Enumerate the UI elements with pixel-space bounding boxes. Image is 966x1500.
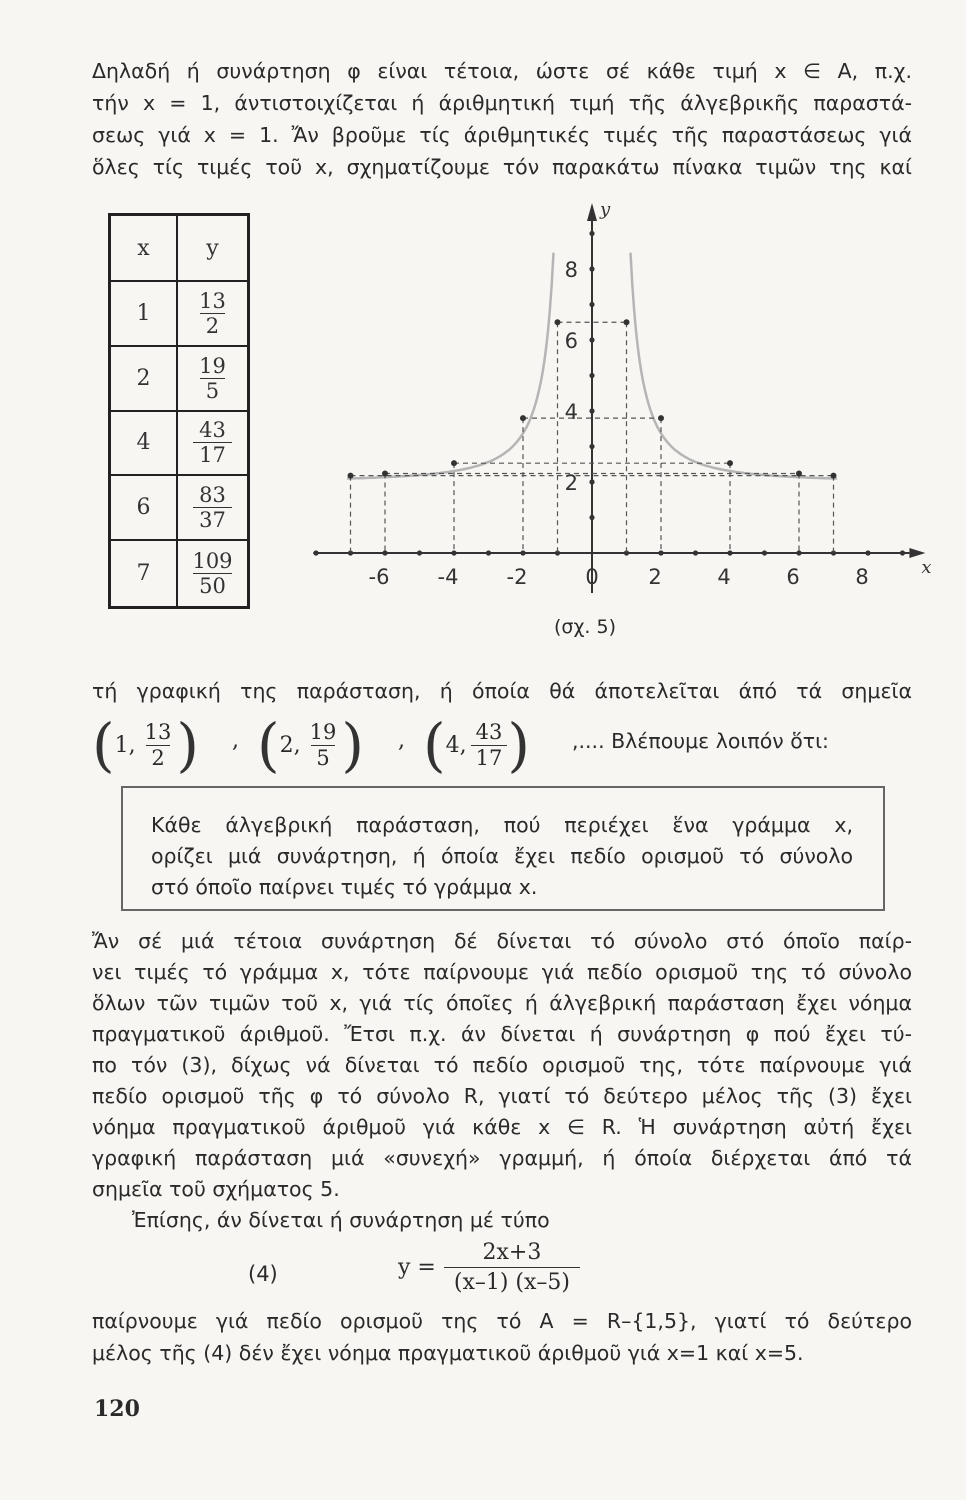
- body-line: Ἄν σέ μιά τέτοια συνάρτηση δέ δίνεται τό σύνολο στό όποῖο παίρ-: [92, 929, 912, 953]
- intro-line: ὅλες τίς τιμές τοῦ x, σχηματίζουμε τόν παρακάτω πίνακα τιμῶν της καί: [92, 155, 912, 179]
- y-tick-dot: [589, 373, 594, 378]
- fraction-denominator: 5: [200, 378, 225, 403]
- x-tick-label: -6: [368, 565, 390, 589]
- table-cell-x: 6: [111, 476, 178, 541]
- fraction-numerator: 19: [309, 720, 337, 745]
- formula-label: (4): [248, 1262, 278, 1286]
- point-separator: ,: [232, 728, 239, 753]
- value-table: [108, 213, 250, 609]
- x-tick-label: 4: [717, 565, 731, 589]
- fraction-numerator: 83: [199, 483, 226, 508]
- y-tick-label: 4: [564, 400, 578, 424]
- y-axis-arrow: [587, 203, 597, 221]
- point-1: [92, 710, 199, 780]
- table-header-x: x: [111, 216, 178, 282]
- fraction-numerator: 13: [199, 288, 226, 313]
- fraction-denominator: 17: [193, 442, 232, 467]
- y-tick-dot: [589, 444, 594, 449]
- x-tick-label: -2: [506, 565, 528, 589]
- paren-open: (: [92, 711, 115, 779]
- y-axis-label: y: [600, 199, 611, 220]
- points-tail: ,.... Βλέπουμε λοιπόν ὅτι:: [572, 729, 829, 753]
- table-header-y: y: [178, 216, 247, 282]
- body-line: νει τιμές τό γράμμα x, τότε παίρνουμε γιά πεδίο ορισμοῦ της τό σύνολο: [92, 960, 912, 984]
- paren-open: (: [257, 711, 280, 779]
- y-tick-dot: [589, 266, 594, 271]
- table-cell-x: 2: [111, 347, 178, 412]
- fraction-denominator: 50: [193, 573, 232, 598]
- definition-line: Κάθε άλγεβρική παράσταση, πού περιέχει ἕνα γράμμα x,: [151, 813, 853, 837]
- definition-line: ορίζει μιά συνάρτηση, ή όποία ἔχει πεδίο ορισμοῦ τό σύνολο: [151, 844, 853, 868]
- x-axis-label: x: [921, 557, 932, 578]
- table-cell-y: [178, 541, 247, 606]
- y-tick-dot: [589, 515, 594, 520]
- intro-line: Δηλαδή ή συνάρτηση φ είναι τέτοια, ώστε σέ κάθε τιμή x ∈ A, π.χ.: [92, 59, 912, 83]
- data-point: [831, 473, 837, 479]
- paren-close: ): [176, 711, 200, 779]
- definition-line: στό όποῖο παίρνει τιμές τό γράμμα x.: [151, 875, 538, 899]
- x-tick-dot: [762, 550, 767, 555]
- fraction-denominator: 2: [146, 745, 169, 770]
- x-tick-label: 8: [855, 565, 869, 589]
- figure-caption: (σχ. 5): [554, 616, 617, 638]
- fraction-denominator: 17: [471, 745, 508, 770]
- x-tick-label: 6: [786, 565, 800, 589]
- definition-box: [121, 786, 885, 911]
- fraction-numerator: 13: [144, 720, 172, 745]
- body-line: νόημα πραγματικοῦ άριθμοῦ γιά κάθε x ∈ R. Ἡ συνάρτηση αὐτή ἔχει: [92, 1115, 912, 1139]
- y-tick-dot: [589, 302, 594, 307]
- paren-open: (: [423, 711, 446, 779]
- table-cell-y: [178, 282, 247, 347]
- fraction-numerator: 43: [475, 720, 503, 745]
- final-line: παίρνουμε γιά πεδίο ορισμοῦ της τό A = R–{1,5}, γιατί τό δεύτερο: [92, 1309, 912, 1333]
- y-tick-dot: [589, 337, 594, 342]
- body-line: πο τόν (3), δίχως νά δίνεται τό πεδίο ορισμοῦ της, τότε παίρνουμε γιά: [92, 1053, 912, 1077]
- formula-denominator: (x–1) (x–5): [444, 1267, 580, 1295]
- x-tick-dot: [417, 550, 422, 555]
- table-cell-y: [178, 412, 247, 477]
- x-tick-dot: [313, 550, 318, 555]
- point-x: 4,: [445, 732, 467, 758]
- fraction-numerator: 19: [199, 353, 226, 378]
- points-line: [92, 710, 912, 780]
- x-tick-dot: [900, 550, 905, 555]
- table-cell-x: 1: [111, 282, 178, 347]
- x-tick-label: -4: [437, 565, 459, 589]
- body-line: πεδίο ορισμοῦ τῆς φ τό σύνολο R, γιατί τό δεύτερο μέλος τῆς (3) ἔχει: [92, 1084, 912, 1108]
- x-tick-dot: [693, 550, 698, 555]
- y-tick-dot: [589, 408, 594, 413]
- body-line: ὅλων τῶν τιμῶν τοῦ x, γιά τίς όποῖες ή άλγεβρική παράσταση ἔχει νόημα: [92, 991, 912, 1015]
- fraction-numerator: 43: [199, 418, 226, 443]
- point-x: 1,: [114, 732, 136, 758]
- point-separator: ,: [398, 728, 405, 753]
- after-graph-line: τή γραφική της παράσταση, ή όποία θά άποτελεῖται άπό τά σημεῖα: [92, 679, 912, 703]
- paren-close: ): [507, 711, 531, 779]
- data-point: [727, 460, 733, 466]
- also-line: Ἐπίσης, άν δίνεται ή συνάρτηση μέ τύπο: [132, 1208, 550, 1232]
- x-tick-dot: [486, 550, 491, 555]
- paren-close: ): [341, 711, 365, 779]
- data-point: [658, 415, 664, 421]
- intro-line: τήν x = 1, άντιστοιχίζεται ή άριθμητική τιμή τῆς άλγεβρικῆς παραστά-: [92, 91, 912, 115]
- formula-numerator: 2x+3: [482, 1240, 542, 1265]
- data-point: [624, 319, 630, 325]
- table-cell-x: 4: [111, 412, 178, 477]
- function-graph: [300, 195, 940, 605]
- formula: [398, 1240, 580, 1295]
- y-tick-dot: [589, 231, 594, 236]
- data-point: [796, 470, 802, 476]
- formula-lhs: y =: [398, 1255, 436, 1280]
- intro-line: σεως γιά x = 1. Ἄν βροῦμε τίς άριθμητικές τιμές τῆς παραστάσεως γιά: [92, 123, 912, 147]
- table-cell-x: 7: [111, 541, 178, 606]
- y-tick-label: 8: [564, 258, 578, 282]
- data-point: [348, 473, 354, 479]
- data-point: [451, 460, 457, 466]
- fraction-denominator: 2: [200, 313, 225, 338]
- table-cell-y: [178, 476, 247, 541]
- y-tick-label: 2: [564, 471, 578, 495]
- point-x: 2,: [279, 732, 301, 758]
- body-line: πραγματικοῦ άριθμοῦ. Ἔτσι π.χ. άν δίνεται ή συνάρτηση φ πού ἔχει τύ-: [92, 1022, 912, 1046]
- x-tick-label: 0: [585, 565, 599, 589]
- data-point: [555, 319, 561, 325]
- x-tick-dot: [865, 550, 870, 555]
- y-tick-label: 6: [564, 329, 578, 353]
- page-number: 120: [94, 1396, 140, 1422]
- table-cell-y: [178, 347, 247, 412]
- final-line: μέλος τῆς (4) δέν ἔχει νόημα πραγματικοῦ άριθμοῦ γιά x=1 καί x=5.: [92, 1341, 804, 1365]
- graph-curve-left: [347, 253, 553, 479]
- fraction-denominator: 5: [311, 745, 334, 770]
- fraction-denominator: 37: [193, 507, 232, 532]
- point-2: [257, 710, 364, 780]
- graph-curve-right: [631, 253, 838, 479]
- x-tick-label: 2: [648, 565, 662, 589]
- data-point: [520, 415, 526, 421]
- y-tick-dot: [589, 479, 594, 484]
- fraction-numerator: 109: [192, 548, 233, 573]
- point-3: [423, 710, 530, 780]
- body-line: γραφική παράσταση μιά «συνεχή» γραμμή, ή όποία διέρχεται άπό τά: [92, 1146, 912, 1170]
- body-line: σημεῖα τοῦ σχήματος 5.: [92, 1177, 340, 1201]
- data-point: [382, 470, 388, 476]
